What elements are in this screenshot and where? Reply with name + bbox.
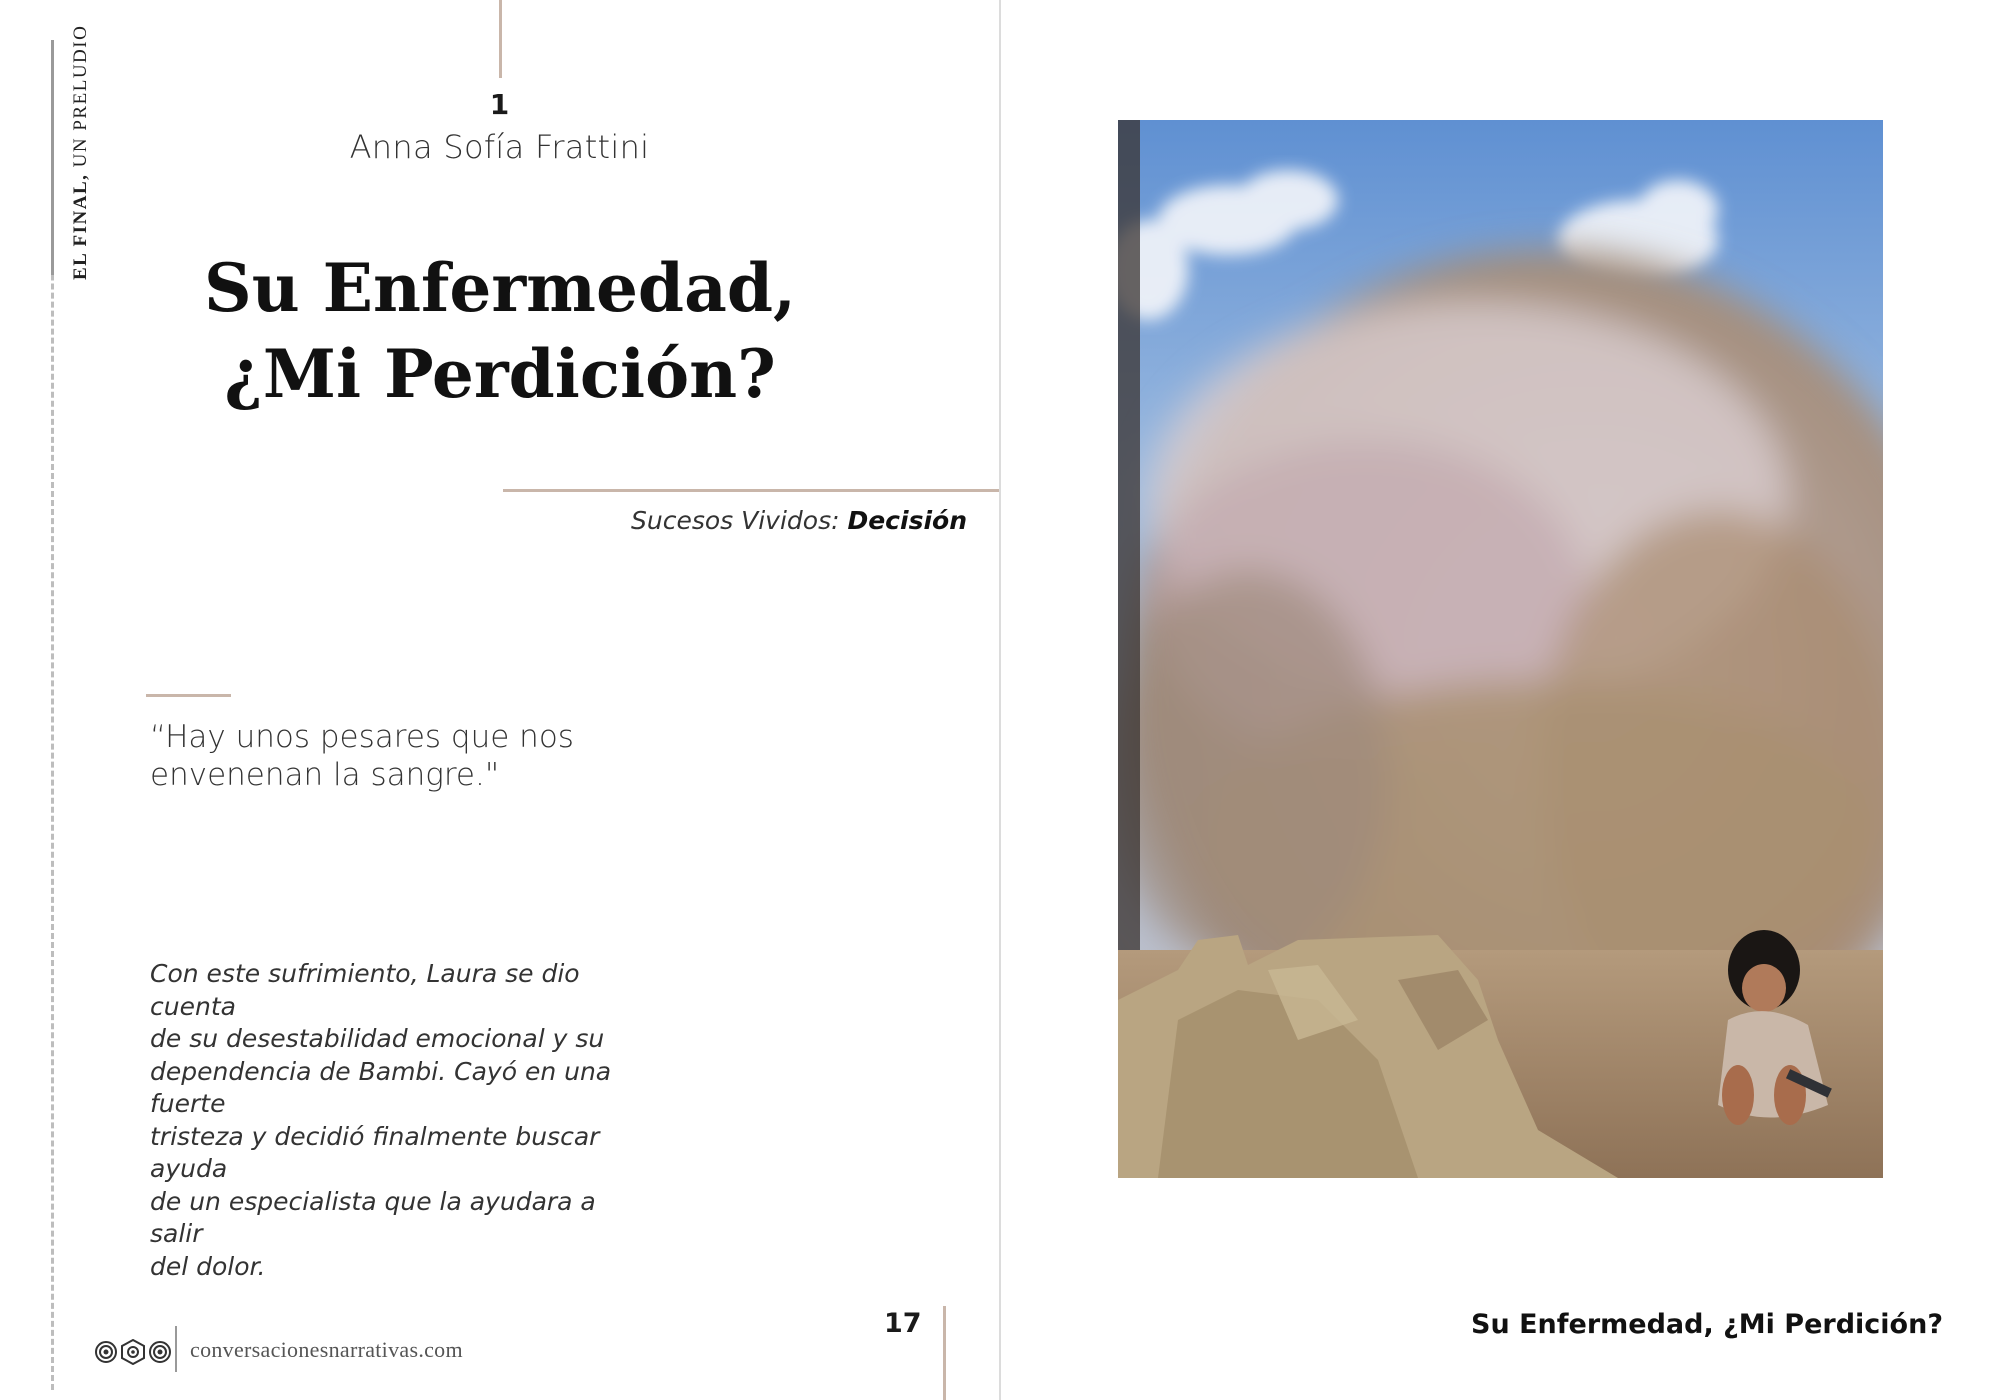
author-name: Anna Sofía Frattini (349, 128, 650, 166)
body-line: de su desestabilidad emocional y su (150, 1024, 605, 1053)
quote-line-1: “Hay unos pesares que nos (150, 719, 574, 755)
pull-quote (150, 718, 710, 794)
category-divider (503, 489, 999, 492)
body-line: Con este sufrimiento, Laura se dio cuenta (150, 959, 580, 1021)
footer-article-title: Su Enfermedad, ¿Mi Perdición? (1471, 1309, 1943, 1340)
spiral-icon (148, 1340, 172, 1364)
right-page (1001, 0, 2000, 1400)
footer-separator (175, 1326, 177, 1372)
title-line-1: Su Enfermedad, (204, 249, 796, 327)
category-label: Sucesos Vividos: (630, 506, 848, 535)
quote-line-2: envenenan la sangre." (150, 757, 500, 793)
running-head-bold: EL FINAL, (70, 173, 91, 280)
category-line (631, 506, 967, 535)
running-head-rest: UN PRELUDIO (70, 24, 91, 174)
top-divider (499, 0, 502, 78)
hexagon-flower-icon (120, 1339, 146, 1365)
article-title (100, 245, 900, 417)
photo-illustration (1118, 120, 1883, 1178)
body-line: dependencia de Bambi. Cayó en una fuerte (150, 1056, 612, 1118)
left-page (0, 0, 999, 1400)
category-value: Decisión (847, 506, 967, 535)
spiral-icon (94, 1340, 118, 1364)
body-line: del dolor. (150, 1251, 266, 1281)
website-link[interactable]: conversacionesnarrativas.com (190, 1337, 463, 1362)
chapter-number: 1 (489, 88, 510, 121)
quote-divider (146, 694, 231, 697)
publisher-logo (94, 1339, 172, 1365)
dust-storm-photo (1118, 120, 1883, 1178)
page-number: 17 (884, 1308, 922, 1339)
body-paragraph (150, 958, 650, 1283)
body-line: tristeza y decidió finalmente buscar ayuda (150, 1121, 600, 1183)
title-line-2: ¿Mi Perdición? (224, 335, 776, 413)
body-line: de un especialista que la ayudara a salir (150, 1186, 596, 1248)
folio-divider (943, 1306, 946, 1400)
